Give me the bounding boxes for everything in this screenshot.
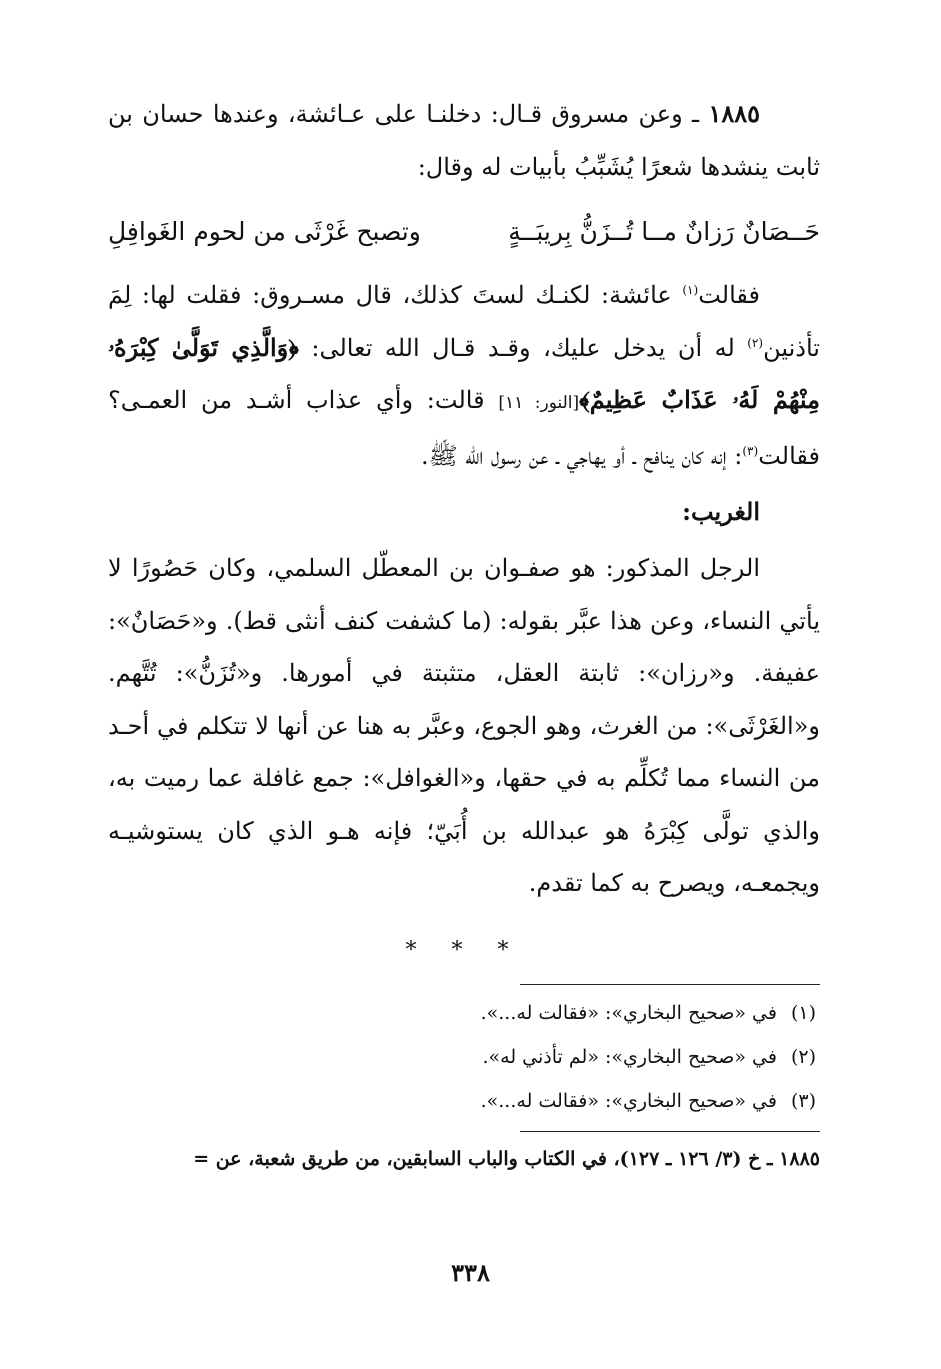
footnote-number: (١)	[790, 1001, 816, 1024]
verse-hemistich-1: حَــصَانٌ رَزانٌ مــا تُــزَنُّ بِريبَــةٍ	[508, 217, 820, 246]
footnote-number: (٢)	[790, 1045, 816, 1068]
page-body	[108, 88, 820, 1328]
section-separator: * * *	[405, 937, 523, 963]
source-rule	[520, 1131, 820, 1132]
text-segment: فقالت	[698, 281, 760, 309]
footnote-ref-1: (١)	[682, 283, 699, 297]
quran-verse: ﴿وَالَّذِي تَوَلَّىٰ كِبْرَهُۥ مِنْهُمْ لَهُۥ عَذَابٌ عَظِيمٌ﴾	[108, 332, 821, 414]
footnote-text: في «صحيح البخاري»: «فقالت له...».	[480, 1001, 777, 1024]
hadith-intro: ـ وعن مسروق قـال: دخلنـا على عـائشة، وعندها حسان بن ثابت ينشدها شعرًا يُشَبِّبُ بأبيات له وقال:	[108, 100, 820, 181]
footnote-text: في «صحيح البخاري»: «فقالت له...».	[480, 1089, 777, 1112]
footnote-text: في «صحيح البخاري»: «لم تأذني له».	[482, 1045, 777, 1068]
footnote-ref-2: (٢)	[747, 335, 764, 350]
text-segment: له أن يدخل عليك، وقـد قـال الله تعالى:	[298, 333, 748, 362]
quran-reference: [النور: ١١]	[498, 393, 580, 413]
footnote-1	[108, 991, 820, 1035]
text-segment: قالت: وأي عذاب أشـد من العمـى؟ فقالت	[108, 386, 820, 470]
source-note: ١٨٨٥ ـ خ (٣/ ١٢٦ ـ ١٢٧)، في الكتاب والباب السابقين، من طريق شعبة، عن =	[193, 1147, 820, 1170]
footnote-rule-wrap	[520, 984, 820, 985]
footnotes	[108, 991, 820, 1123]
verse-hemistich-2: وتصبح غَرْثَى من لحوم الغَوافِلِ	[108, 217, 421, 246]
poem-verse	[108, 203, 820, 261]
source-rule-wrap	[520, 1131, 820, 1132]
footnote-number: (٣)	[790, 1089, 816, 1112]
gharib-heading: الغريب:	[682, 497, 760, 526]
page-number: ٣٣٨	[451, 1258, 490, 1287]
hadith-paragraph	[108, 88, 820, 193]
footnote-rule	[520, 984, 820, 985]
footnote-ref-3: (٣)	[742, 443, 759, 458]
footnote-3	[108, 1079, 820, 1123]
text-segment: عائشة: لكنـك لستَ كذلك، قال مسـروق: فقلت لها: لِمَ تأذنين	[108, 281, 820, 362]
footnote-2	[108, 1035, 820, 1079]
text-segment: : إنه كان ينافح ـ أو يهاجي ـ عن رسول الله ﷺ.	[421, 441, 743, 470]
aisha-response-paragraph	[108, 269, 820, 482]
hadith-number: ١٨٨٥	[708, 99, 760, 128]
gharib-paragraph: الرجل المذكور: هو صفـوان بن المعطّل السلمي، وكان حَصُورًا لا يأتي النساء، وعن هذا عبَّر بقوله: (ما كشفت كنف أنثى قط). و«حَصَانٌ»: عفيفة. و«رزان»: ثابتة العقل، متثبتة في أمورها. و«تُزَنُّ»: تُتَّهم. و«الغَرْثَى»: من الغرث، وهو الجوع، وعبَّر به هنا عن أنها لا تتكلم في أحـد من النساء مما تُكلِّم به في حقها، و«الغوافل»: جمع غافلة عما رميت به، والذي تولَّى كِبْرَهُ هو عبدالله بن أُبَيّ؛ فإنه هـو الذي كان يستوشيـه ويجمعـه، ويصرح به كما تقدم.	[108, 554, 821, 897]
